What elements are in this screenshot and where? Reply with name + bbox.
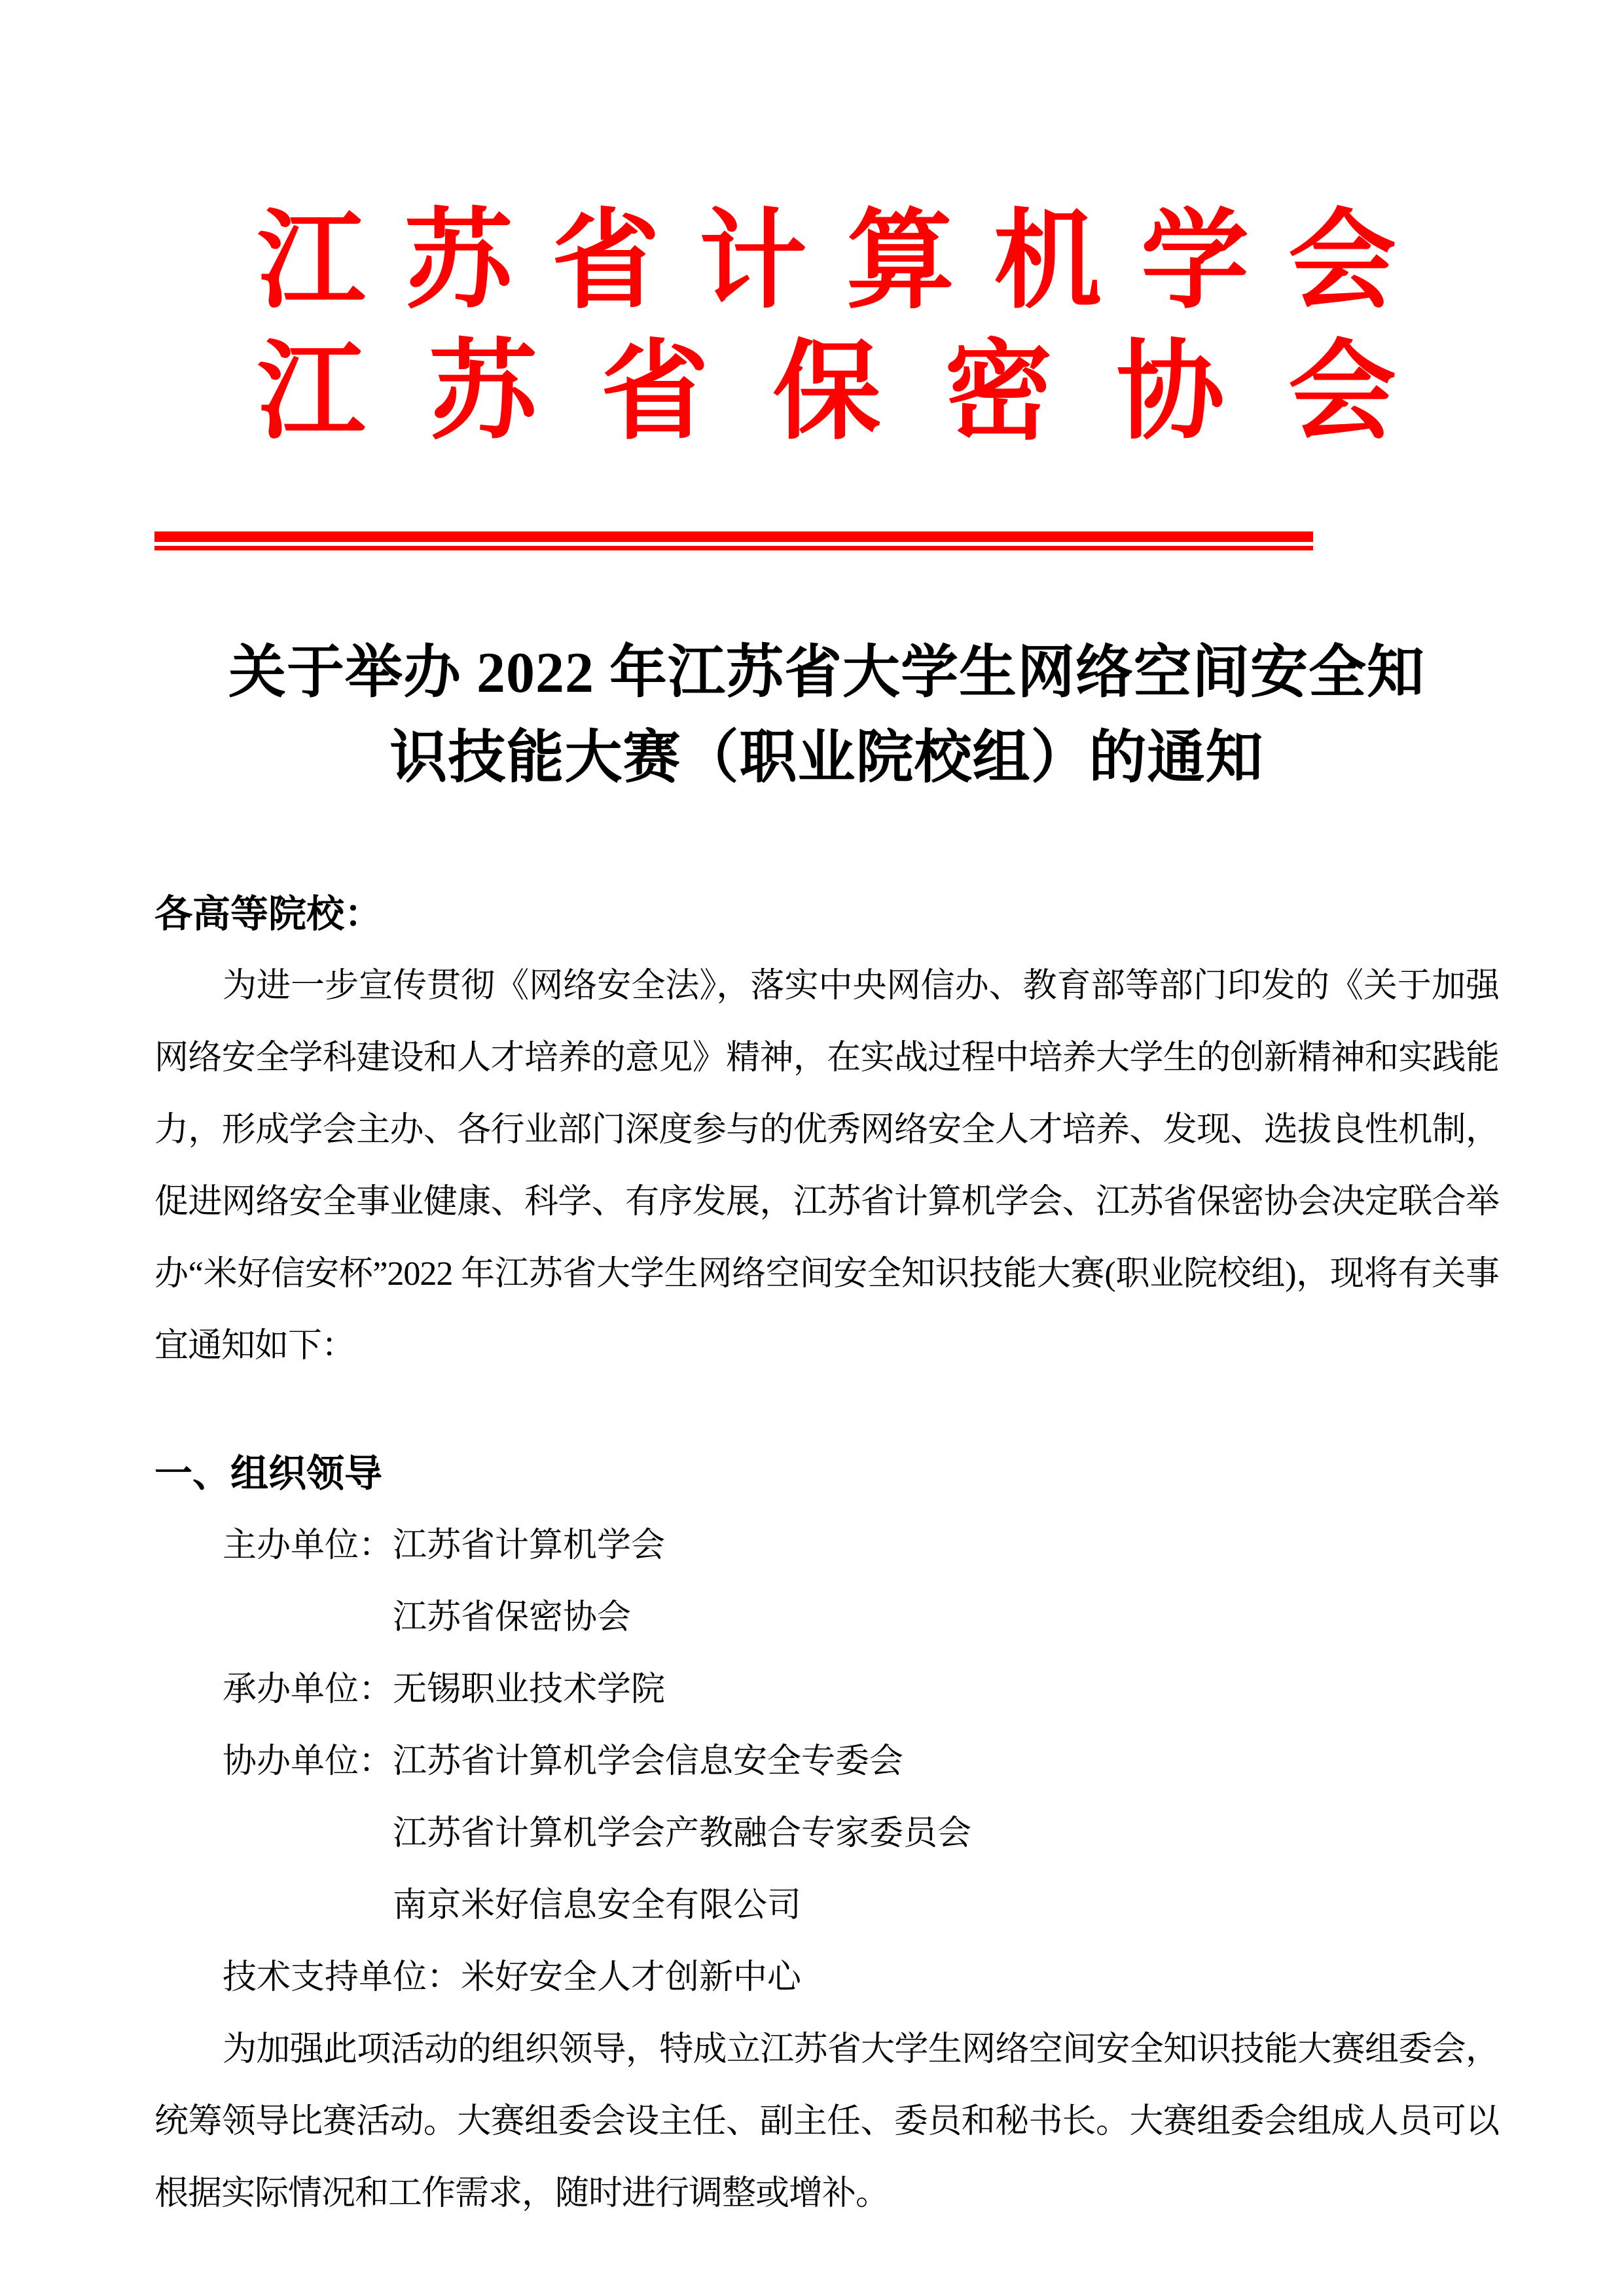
letterhead-divider (154, 531, 1313, 550)
organizer-value: 江苏省计算机学会信息安全专委会 (393, 1743, 904, 1780)
organizer-line-coorganizer-cont-1 (154, 1798, 1499, 1870)
letterhead-character: 会 (1288, 332, 1396, 452)
letterhead-character: 省 (552, 202, 660, 321)
letterhead-character: 机 (994, 202, 1102, 321)
letterhead-character: 保 (772, 332, 881, 452)
document-title-line-2: 识技能大赛（职业院校组）的通知 (389, 726, 1264, 790)
letterhead-character: 苏 (429, 332, 537, 452)
organizer-label: 协办单位： (223, 1743, 393, 1780)
section-heading-organization: 一、组织领导 (154, 1452, 383, 1495)
committee-paragraph: 为加强此项活动的组织领导，特成立江苏省大学生网络空间安全知识技能大赛组委会，统筹领导比赛活动。大赛组委会设主任、副主任、委员和秘书长。大赛组委会组成人员可以根据实际情况和工作需求，随时进行调整或增补。 (154, 2031, 1499, 2212)
letterhead-character: 算 (846, 202, 954, 321)
organizer-value: 无锡职业技术学院 (393, 1671, 666, 1708)
organizer-value: 江苏省计算机学会 (393, 1527, 666, 1564)
letterhead-character: 密 (945, 332, 1053, 452)
divider-thick-rule (154, 531, 1313, 542)
org-name-line-2 (257, 327, 1396, 458)
letterhead-character: 省 (601, 332, 709, 452)
intro-paragraph: 为进一步宣传贯彻《网络安全法》，落实中央网信办、教育部等部门印发的《关于加强网络安全学科建设和人才培养的意见》精神，在实战过程中培养大学生的创新精神和实践能力，形成学会主办、各行业部门深度参与的优秀网络安全人才培养、发现、选拔良性机制，促进网络安全事业健康、科学、有序发展，江苏省计算机学会、江苏省保密协会决定联合举办“米好信安杯”2022 年江苏省大学生网络空间安全知识技能大赛(职业院校组)，现将有关事宜通知如下： (154, 967, 1499, 1365)
organizer-value: 南京米好信息安全有限公司 (393, 1887, 802, 1924)
document-title (154, 631, 1499, 801)
red-letterhead (154, 0, 1499, 550)
letterhead-character: 计 (699, 202, 807, 321)
letterhead-character: 协 (1116, 332, 1225, 452)
document-body (154, 878, 1499, 2230)
organizer-line-tech-support (154, 1942, 1499, 2014)
letterhead-character: 学 (1141, 202, 1249, 321)
org-name-line-1 (257, 196, 1396, 327)
organizer-label: 技术支持单位： (223, 1959, 461, 1996)
divider-thin-rule (154, 546, 1313, 550)
organizer-line-coorganizer (154, 1726, 1499, 1798)
document-title-line-1: 关于举办 2022 年江苏省大学生网络空间安全知 (228, 641, 1425, 705)
organizer-value: 江苏省保密协会 (393, 1599, 632, 1636)
letterhead-character: 江 (257, 202, 365, 321)
letterhead-character: 苏 (405, 202, 513, 321)
organizer-label: 承办单位： (223, 1671, 393, 1708)
organizer-line-host (154, 1510, 1499, 1582)
letterhead-character: 江 (257, 332, 365, 452)
organizer-line-host-cont (154, 1582, 1499, 1654)
organizer-value: 米好安全人才创新中心 (461, 1959, 802, 1996)
organizer-label: 主办单位： (223, 1527, 393, 1564)
organizer-line-coorganizer-cont-2 (154, 1870, 1499, 1942)
salutation: 各高等院校： (154, 893, 383, 935)
organizer-value: 江苏省计算机学会产教融合专家委员会 (393, 1815, 972, 1852)
organizer-line-undertaker (154, 1654, 1499, 1726)
organizer-list (154, 1510, 1499, 2014)
letterhead-character: 会 (1288, 202, 1396, 321)
